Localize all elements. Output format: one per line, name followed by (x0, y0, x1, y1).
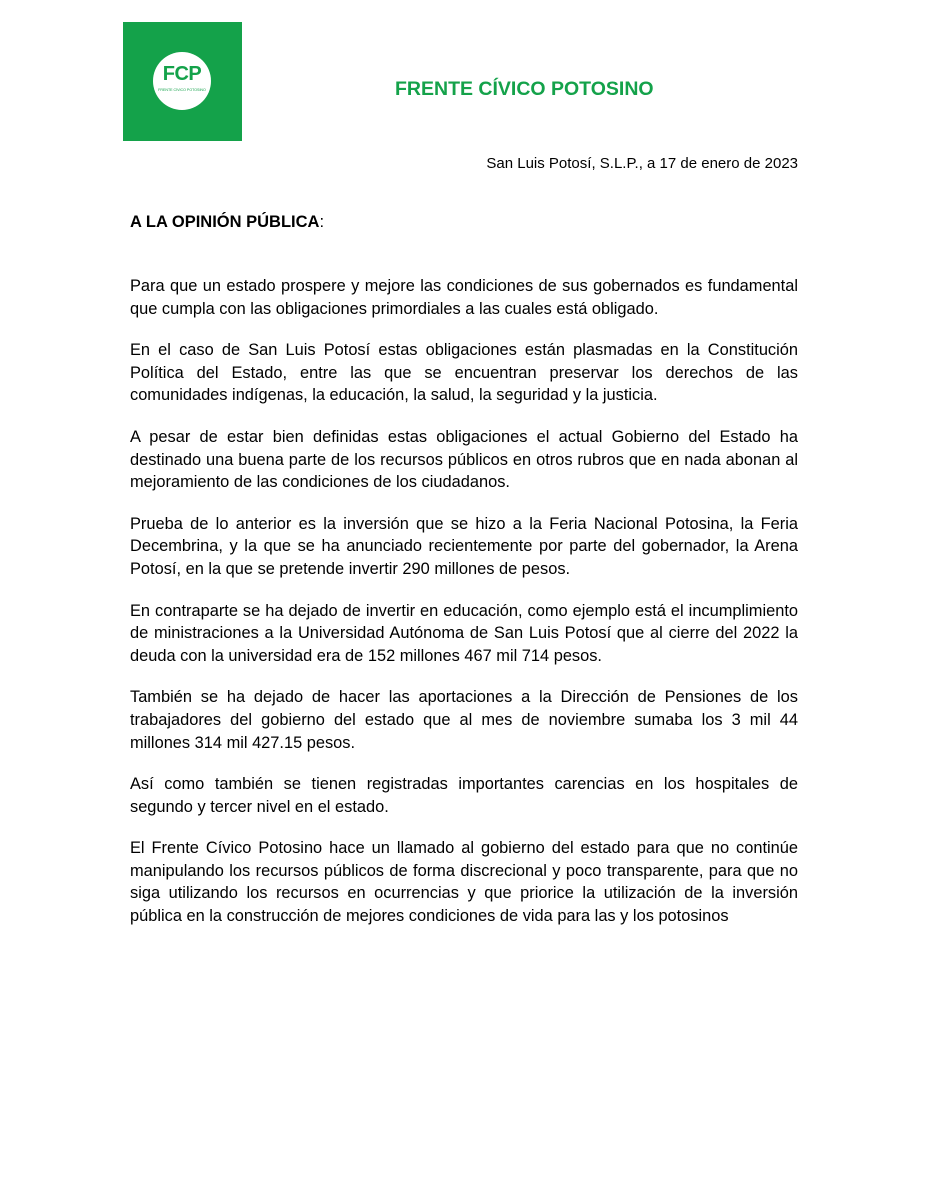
salutation-heading: A LA OPINIÓN PÚBLICA (130, 213, 320, 231)
paragraph: También se ha dejado de hacer las aportaciones a la Dirección de Pensiones de los trabajadores del gobierno del estado que al mes de noviembre sumaba los 3 mil 44 millones 314 mil 427.15 pesos. (130, 688, 798, 752)
logo-letters: FCP (162, 63, 202, 85)
logo-emblem (153, 52, 211, 110)
paragraph: Así como también se tienen registradas importantes carencias en los hospitales de segundo y tercer nivel en el estado. (130, 775, 798, 816)
paragraph: A pesar de estar bien definidas estas obligaciones el actual Gobierno del Estado ha destinado una buena parte de los recursos públicos en otros rubros que en nada abonan al mejoramiento de las condiciones de los ciudadanos. (130, 427, 798, 492)
salutation (130, 213, 324, 232)
date-line: San Luis Potosí, S.L.P., a 17 de enero de 2023 (486, 155, 798, 172)
logo-tagline: FRENTE CÍVICO POTOSINO (158, 88, 206, 92)
logo (123, 22, 242, 141)
salutation-colon: : (319, 213, 325, 231)
paragraph: Para que un estado prospere y mejore las condiciones de sus gobernados es fundamental que cumpla con las obligaciones primordiales a las cuales está obligado. (130, 277, 798, 318)
letter-body (130, 275, 798, 947)
paragraph: Prueba de lo anterior es la inversión que se hizo a la Feria Nacional Potosina, la Feria Decembrina, y la que se ha anunciado recientemente por parte del gobernador, la Arena Potosí, en la que se pretende invertir 290 millones de pesos. (130, 514, 798, 578)
paragraph: En el caso de San Luis Potosí estas obligaciones están plasmadas en la Constitución Política del Estado, entre las que se encuentran preservar los derechos de las comunidades indígenas, la educación, la salud, la seguridad y la justicia. (130, 341, 798, 405)
paragraph: En contraparte se ha dejado de invertir en educación, como ejemplo está el incumplimiento de ministraciones a la Universidad Autónoma de San Luis Potosí que al cierre del 2022 la deuda con la universidad era de 152 millones 467 mil 714 pesos. (130, 601, 798, 665)
organization-title: FRENTE CÍVICO POTOSINO (395, 78, 654, 100)
paragraph: El Frente Cívico Potosino hace un llamado al gobierno del estado para que no continúe manipulando los recursos públicos de forma discrecional y poco transparente, para que no siga utilizando los recursos en ocurrencias y que priorice la utilización de la inversión pública en la construcción de mejores condiciones de vida para las y los potosinos (130, 839, 798, 926)
